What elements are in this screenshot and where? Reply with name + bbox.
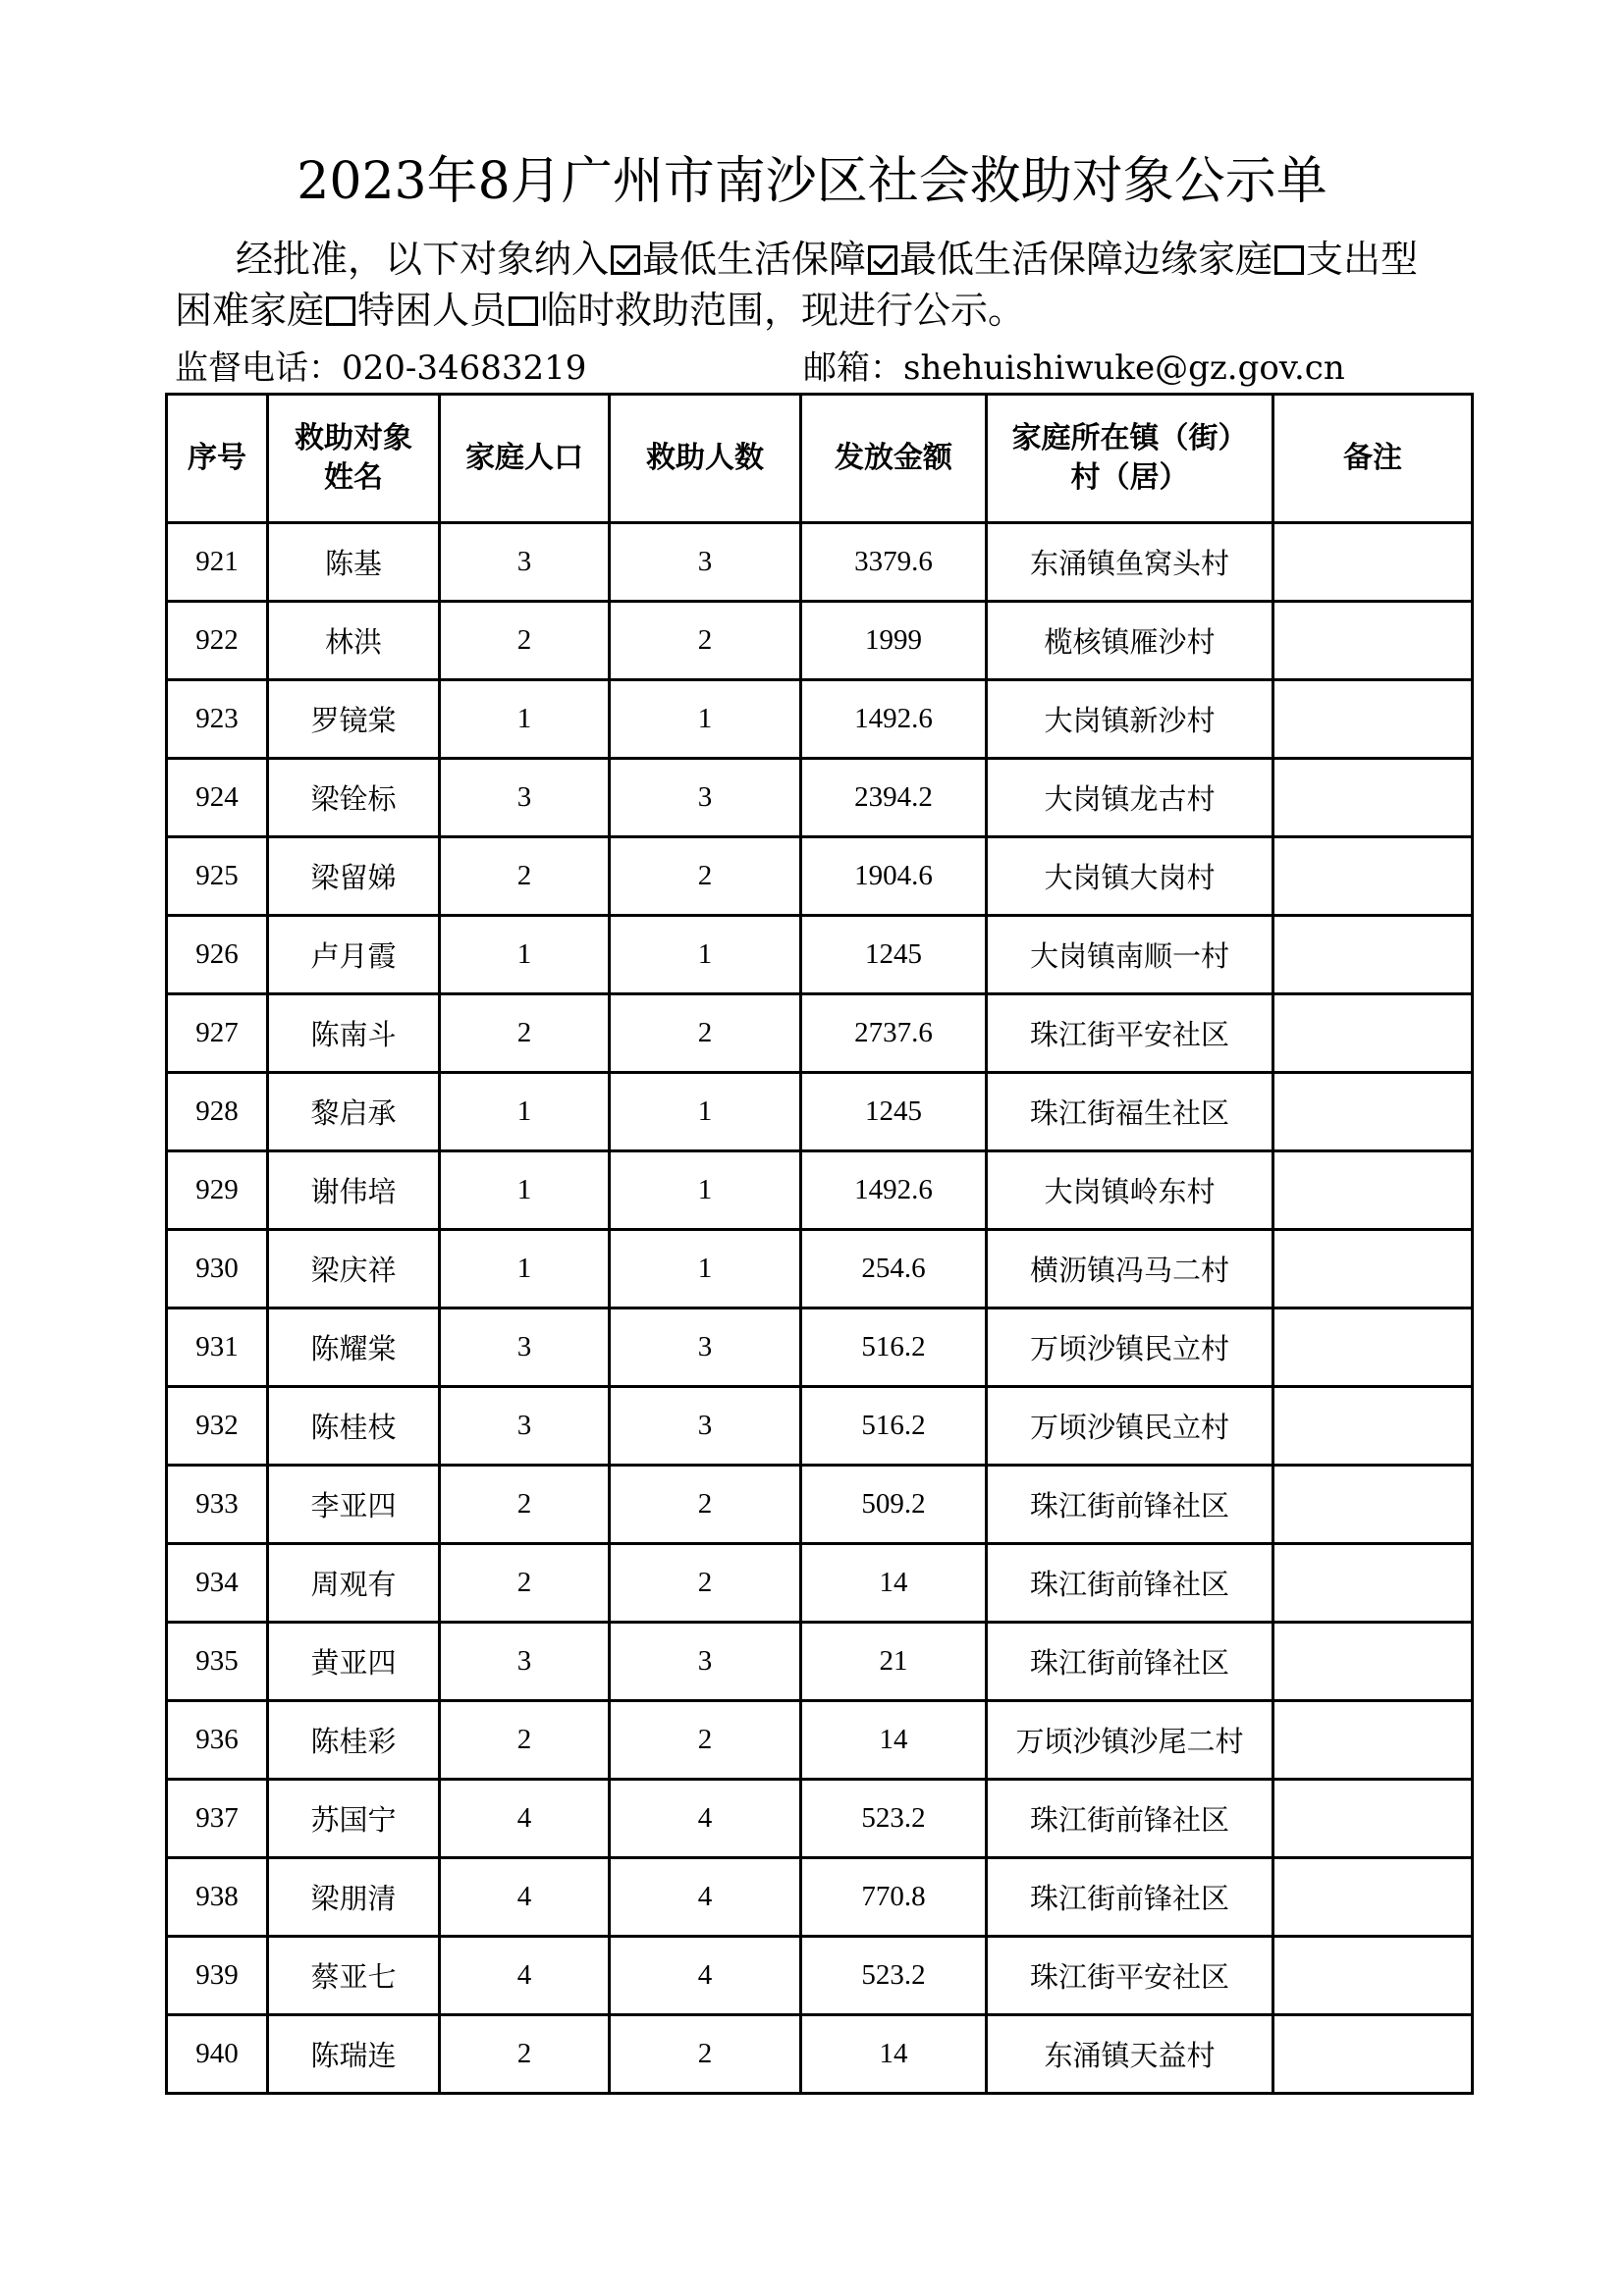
recipient-name-cell: 陈南斗: [268, 994, 440, 1073]
remarks-cell: [1273, 602, 1473, 680]
household-size-cell: 2: [440, 837, 610, 916]
table-row: [167, 1858, 1473, 1937]
assisted-count-cell: 2: [610, 1701, 801, 1780]
serial-number-cell: 929: [167, 1151, 268, 1230]
serial-number-cell: 936: [167, 1701, 268, 1780]
amount-cell: 14: [801, 1544, 987, 1623]
household-size-cell: 2: [440, 2015, 610, 2094]
recipient-name-cell: 黄亚四: [268, 1623, 440, 1701]
address-cell: 珠江街前锋社区: [987, 1858, 1273, 1937]
header-cell: [987, 395, 1273, 523]
table-row: [167, 1073, 1473, 1151]
address-cell: 珠江街前锋社区: [987, 1623, 1273, 1701]
address-cell: 大岗镇新沙村: [987, 680, 1273, 759]
header-cell: 备注: [1273, 395, 1473, 523]
table-row: [167, 523, 1473, 602]
recipient-name-cell: 梁铨标: [268, 759, 440, 837]
table-row: [167, 1937, 1473, 2015]
serial-number-cell: 932: [167, 1387, 268, 1466]
page-title: 2023年8月广州市南沙区社会救助对象公示单: [297, 152, 1327, 211]
serial-number-cell: 924: [167, 759, 268, 837]
recipient-name-cell: 陈桂彩: [268, 1701, 440, 1780]
amount-cell: 1245: [801, 1073, 987, 1151]
household-size-cell: 1: [440, 1230, 610, 1308]
serial-number-cell: 923: [167, 680, 268, 759]
checkbox-empty-icon[interactable]: [509, 296, 538, 326]
assisted-count-cell: 2: [610, 2015, 801, 2094]
recipient-name-cell: 梁留娣: [268, 837, 440, 916]
amount-cell: 770.8: [801, 1858, 987, 1937]
header-cell: 序号: [167, 395, 268, 523]
email-address: shehuishiwuke@gz.gov.cn: [903, 348, 1345, 388]
assisted-count-cell: 2: [610, 837, 801, 916]
assisted-count-cell: 4: [610, 1780, 801, 1858]
table-row: [167, 837, 1473, 916]
header-cell: [268, 395, 440, 523]
remarks-cell: [1273, 1073, 1473, 1151]
recipient-name-cell: 李亚四: [268, 1466, 440, 1544]
amount-cell: 3379.6: [801, 523, 987, 602]
remarks-cell: [1273, 1701, 1473, 1780]
remarks-cell: [1273, 1623, 1473, 1701]
option-label: 最低生活保障边缘家庭: [899, 238, 1273, 281]
address-cell: 大岗镇岭东村: [987, 1151, 1273, 1230]
header-cell: 发放金额: [801, 395, 987, 523]
table-row: [167, 1387, 1473, 1466]
table-header-row: [167, 395, 1473, 523]
table-row: [167, 1623, 1473, 1701]
household-size-cell: 2: [440, 994, 610, 1073]
table-row: [167, 680, 1473, 759]
household-size-cell: 3: [440, 523, 610, 602]
address-cell: 大岗镇大岗村: [987, 837, 1273, 916]
intro-line-1: [175, 234, 1481, 285]
serial-number-cell: 935: [167, 1623, 268, 1701]
table-row: [167, 1308, 1473, 1387]
assisted-count-cell: 3: [610, 523, 801, 602]
household-size-cell: 1: [440, 1073, 610, 1151]
serial-number-cell: 927: [167, 994, 268, 1073]
table-row: [167, 1466, 1473, 1544]
amount-cell: 254.6: [801, 1230, 987, 1308]
recipient-name-cell: 陈耀棠: [268, 1308, 440, 1387]
address-cell: 大岗镇龙古村: [987, 759, 1273, 837]
serial-number-cell: 925: [167, 837, 268, 916]
assistance-table: [165, 393, 1474, 2095]
household-size-cell: 1: [440, 680, 610, 759]
amount-cell: 523.2: [801, 1937, 987, 2015]
serial-number-cell: 938: [167, 1858, 268, 1937]
address-cell: 万顷沙镇沙尾二村: [987, 1701, 1273, 1780]
header-cell: 救助人数: [610, 395, 801, 523]
assisted-count-cell: 1: [610, 680, 801, 759]
recipient-name-cell: 周观有: [268, 1544, 440, 1623]
address-cell: 珠江街福生社区: [987, 1073, 1273, 1151]
remarks-cell: [1273, 1308, 1473, 1387]
assisted-count-cell: 2: [610, 1466, 801, 1544]
email-label: 邮箱：: [803, 348, 903, 388]
checkbox-empty-icon[interactable]: [1274, 245, 1304, 275]
remarks-cell: [1273, 837, 1473, 916]
address-cell: 大岗镇南顺一村: [987, 916, 1273, 994]
assisted-count-cell: 1: [610, 1151, 801, 1230]
address-cell: 万顷沙镇民立村: [987, 1308, 1273, 1387]
option-label-part: 支出型: [1306, 238, 1419, 281]
checkbox-checked-icon[interactable]: [868, 245, 897, 275]
household-size-cell: 3: [440, 1623, 610, 1701]
assisted-count-cell: 3: [610, 759, 801, 837]
option-label: 最低生活保障: [642, 238, 867, 281]
remarks-cell: [1273, 680, 1473, 759]
address-cell: 东涌镇天益村: [987, 2015, 1273, 2094]
amount-cell: 1492.6: [801, 680, 987, 759]
household-size-cell: 2: [440, 1466, 610, 1544]
table-row: [167, 602, 1473, 680]
amount-cell: 14: [801, 1701, 987, 1780]
recipient-name-cell: 林洪: [268, 602, 440, 680]
recipient-name-cell: 谢伟培: [268, 1151, 440, 1230]
assisted-count-cell: 2: [610, 1544, 801, 1623]
remarks-cell: [1273, 759, 1473, 837]
amount-cell: 1999: [801, 602, 987, 680]
recipient-name-cell: 卢月霞: [268, 916, 440, 994]
table-row: [167, 1701, 1473, 1780]
assisted-count-cell: 4: [610, 1937, 801, 2015]
serial-number-cell: 931: [167, 1308, 268, 1387]
header-line: 姓名: [324, 460, 383, 495]
table-row: [167, 1151, 1473, 1230]
assisted-count-cell: 2: [610, 602, 801, 680]
address-cell: 横沥镇冯马二村: [987, 1230, 1273, 1308]
table-row: [167, 1780, 1473, 1858]
remarks-cell: [1273, 1151, 1473, 1230]
recipient-name-cell: 苏国宁: [268, 1780, 440, 1858]
checkbox-empty-icon[interactable]: [326, 296, 355, 326]
intro-paragraph: [175, 234, 1481, 336]
amount-cell: 2737.6: [801, 994, 987, 1073]
address-cell: 万顷沙镇民立村: [987, 1387, 1273, 1466]
email-group: [803, 346, 1345, 391]
assisted-count-cell: 1: [610, 916, 801, 994]
table-row: [167, 2015, 1473, 2094]
table-body: [167, 523, 1473, 2094]
option-label: 临时救助: [540, 289, 690, 332]
amount-cell: 516.2: [801, 1387, 987, 1466]
household-size-cell: 3: [440, 1308, 610, 1387]
amount-cell: 2394.2: [801, 759, 987, 837]
table-row: [167, 1544, 1473, 1623]
assisted-count-cell: 1: [610, 1073, 801, 1151]
serial-number-cell: 926: [167, 916, 268, 994]
address-cell: 榄核镇雁沙村: [987, 602, 1273, 680]
amount-cell: 21: [801, 1623, 987, 1701]
amount-cell: 509.2: [801, 1466, 987, 1544]
header-line: 救助对象: [295, 421, 412, 455]
address-cell: 珠江街平安社区: [987, 1937, 1273, 2015]
household-size-cell: 2: [440, 1544, 610, 1623]
option-label: 特困人员: [357, 289, 508, 332]
intro-suffix: 范围，现进行公示。: [689, 289, 1026, 332]
remarks-cell: [1273, 1780, 1473, 1858]
assisted-count-cell: 3: [610, 1623, 801, 1701]
serial-number-cell: 937: [167, 1780, 268, 1858]
household-size-cell: 3: [440, 759, 610, 837]
assisted-count-cell: 3: [610, 1308, 801, 1387]
address-cell: 珠江街平安社区: [987, 994, 1273, 1073]
header-cell: 家庭人口: [440, 395, 610, 523]
assisted-count-cell: 1: [610, 1230, 801, 1308]
serial-number-cell: 930: [167, 1230, 268, 1308]
remarks-cell: [1273, 994, 1473, 1073]
table-row: [167, 759, 1473, 837]
serial-number-cell: 933: [167, 1466, 268, 1544]
address-cell: 珠江街前锋社区: [987, 1780, 1273, 1858]
household-size-cell: 2: [440, 1701, 610, 1780]
remarks-cell: [1273, 1858, 1473, 1937]
remarks-cell: [1273, 1466, 1473, 1544]
serial-number-cell: 940: [167, 2015, 268, 2094]
table-row: [167, 1230, 1473, 1308]
household-size-cell: 1: [440, 1151, 610, 1230]
remarks-cell: [1273, 1230, 1473, 1308]
remarks-cell: [1273, 916, 1473, 994]
recipient-name-cell: 蔡亚七: [268, 1937, 440, 2015]
household-size-cell: 4: [440, 1780, 610, 1858]
address-cell: 珠江街前锋社区: [987, 1544, 1273, 1623]
remarks-cell: [1273, 523, 1473, 602]
header-line: 村（居）: [1070, 460, 1189, 495]
serial-number-cell: 939: [167, 1937, 268, 2015]
recipient-name-cell: 罗镜棠: [268, 680, 440, 759]
serial-number-cell: 921: [167, 523, 268, 602]
household-size-cell: 4: [440, 1937, 610, 2015]
table-row: [167, 916, 1473, 994]
header-line: 家庭所在镇（街）: [1011, 421, 1248, 455]
phone-number: 020-34683219: [342, 348, 587, 388]
table-row: [167, 994, 1473, 1073]
household-size-cell: 2: [440, 602, 610, 680]
remarks-cell: [1273, 2015, 1473, 2094]
household-size-cell: 3: [440, 1387, 610, 1466]
recipient-name-cell: 梁庆祥: [268, 1230, 440, 1308]
serial-number-cell: 922: [167, 602, 268, 680]
recipient-name-cell: 梁朋清: [268, 1858, 440, 1937]
checkbox-checked-icon[interactable]: [611, 245, 640, 275]
amount-cell: 1245: [801, 916, 987, 994]
recipient-name-cell: 陈瑞连: [268, 2015, 440, 2094]
amount-cell: 1492.6: [801, 1151, 987, 1230]
phone-label: 监督电话：: [175, 348, 342, 388]
contact-line: [175, 346, 1481, 391]
option-label-part: 困难家庭: [175, 289, 325, 332]
address-cell: 东涌镇鱼窝头村: [987, 523, 1273, 602]
recipient-name-cell: 黎启承: [268, 1073, 440, 1151]
amount-cell: 523.2: [801, 1780, 987, 1858]
recipient-name-cell: 陈基: [268, 523, 440, 602]
remarks-cell: [1273, 1544, 1473, 1623]
serial-number-cell: 928: [167, 1073, 268, 1151]
remarks-cell: [1273, 1387, 1473, 1466]
assisted-count-cell: 2: [610, 994, 801, 1073]
assisted-count-cell: 4: [610, 1858, 801, 1937]
household-size-cell: 4: [440, 1858, 610, 1937]
recipient-name-cell: 陈桂枝: [268, 1387, 440, 1466]
intro-prefix: 经批准，以下对象纳入: [236, 238, 610, 281]
assisted-count-cell: 3: [610, 1387, 801, 1466]
household-size-cell: 1: [440, 916, 610, 994]
intro-line-2: [175, 285, 1481, 336]
remarks-cell: [1273, 1937, 1473, 2015]
amount-cell: 516.2: [801, 1308, 987, 1387]
amount-cell: 1904.6: [801, 837, 987, 916]
serial-number-cell: 934: [167, 1544, 268, 1623]
amount-cell: 14: [801, 2015, 987, 2094]
address-cell: 珠江街前锋社区: [987, 1466, 1273, 1544]
